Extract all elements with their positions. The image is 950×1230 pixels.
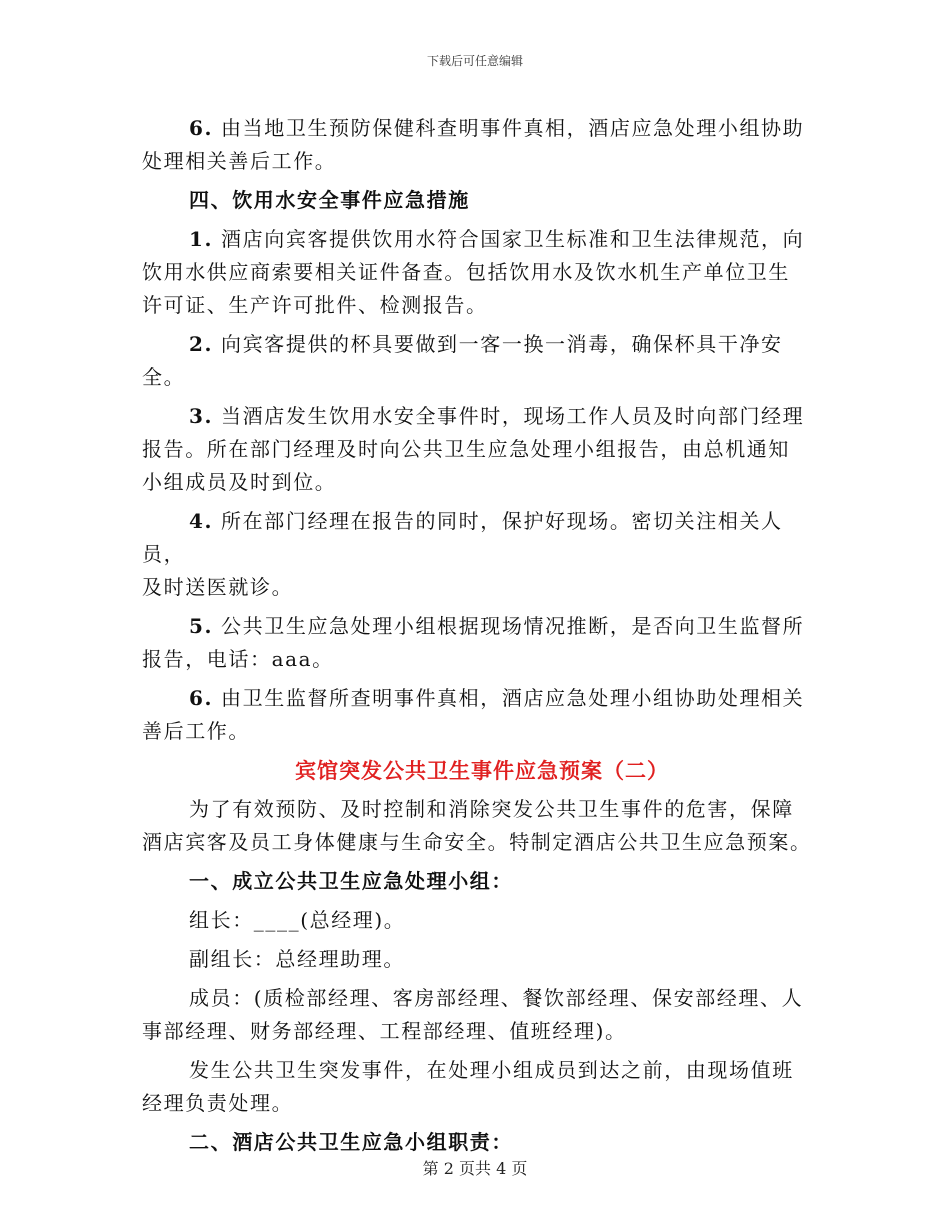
item-number: 6.: [189, 116, 214, 140]
item-number: 5.: [189, 614, 214, 638]
section-heading-4: 四、饮用水安全事件应急措施: [189, 188, 470, 212]
paragraph-text: 酒店向宾客提供饮用水符合国家卫生标准和卫生法律规范，向 饮用水供应商索要相关证件备查。包括饮用水及饮水机生产单位卫生 许可证、生产许可批件、检测报告。: [142, 227, 805, 317]
item-number: 3.: [189, 404, 214, 428]
paragraph-text: 向宾客提供的杯具要做到一客一换一消毒，确保杯具干净安全。: [142, 332, 783, 389]
page-footer: 第 2 页共 4 页: [422, 1159, 528, 1178]
paragraph-item-2: [142, 328, 822, 394]
paragraph-6-prev: [142, 112, 822, 178]
paragraph-text: 由卫生监督所查明事件真相，酒店应急处理小组协助处理相关 善后工作。: [142, 686, 805, 743]
intro-paragraph: 为了有效预防、及时控制和消除突发公共卫生事件的危害，保障 酒店宾客及员工身体健康与生命安全。特制定酒店公共卫生应急预案。: [142, 797, 812, 854]
paragraph-item-4: [142, 505, 822, 604]
item-number: 4.: [189, 509, 214, 533]
paragraph-item-3: [142, 400, 822, 499]
paragraph-item-6: [142, 682, 822, 748]
section-heading-2: 二、酒店公共卫生应急小组职责：: [189, 1130, 513, 1154]
document-body: [142, 112, 822, 1165]
item-number: 1.: [189, 227, 214, 251]
paragraph-item-1: [142, 223, 822, 322]
item-number: 2.: [189, 332, 214, 356]
paragraph-text: 公共卫生应急处理小组根据现场情况推断，是否向卫生监督所 报告，电话：aaa。: [142, 614, 805, 671]
paragraph-text: 所在部门经理在报告的同时，保护好现场。密切关注相关人员， 及时送医就诊。: [142, 509, 783, 599]
section-heading-1: 一、成立公共卫生应急处理小组：: [189, 869, 513, 893]
item-number: 6.: [189, 686, 214, 710]
page-header: 下载后可任意编辑: [426, 54, 523, 68]
members-paragraph: 成员：(质检部经理、客房部经理、餐饮部经理、保安部经理、人 事部经理、财务部经理、工程部经理、值班经理)。: [142, 986, 804, 1043]
on-duty-paragraph: 发生公共卫生突发事件，在处理小组成员到达之前，由现场值班 经理负责处理。: [142, 1058, 794, 1115]
deputy-leader-line: 副组长：总经理助理。: [189, 947, 405, 971]
paragraph-text: 当酒店发生饮用水安全事件时，现场工作人员及时向部门经理 报告。所在部门经理及时向公共卫生应急处理小组报告，由总机通知 小组成员及时到位。: [142, 404, 805, 494]
paragraph-text: 由当地卫生预防保健科查明事件真相，酒店应急处理小组协助 处理相关善后工作。: [142, 116, 805, 173]
leader-line: 组长：____(总经理)。: [189, 908, 406, 932]
document-title: 宾馆突发公共卫生事件应急预案（二）: [295, 758, 669, 783]
paragraph-item-5: [142, 610, 822, 676]
